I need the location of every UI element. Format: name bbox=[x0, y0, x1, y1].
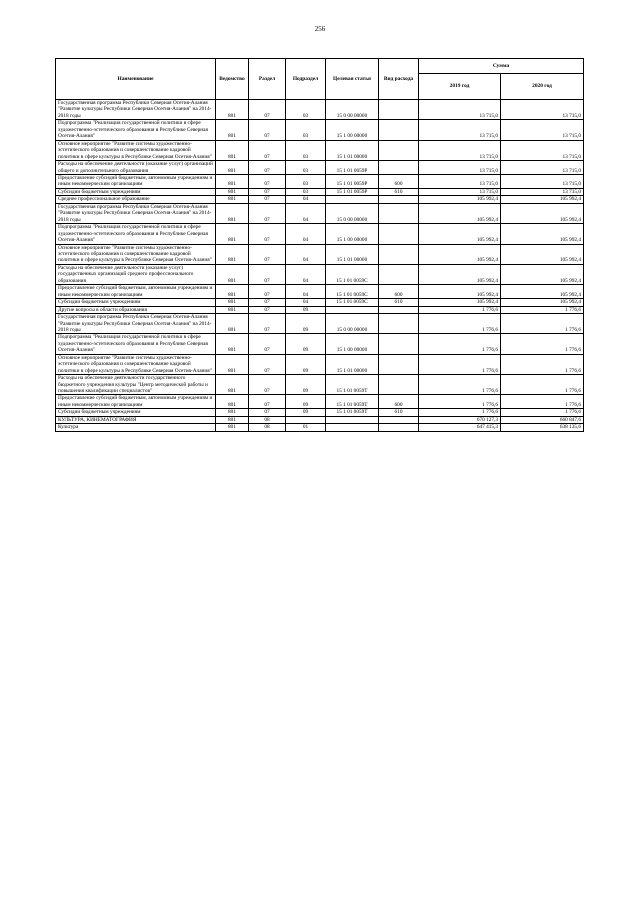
cell-2020: 1 776,6 bbox=[501, 409, 584, 416]
cell-expense bbox=[379, 203, 419, 223]
cell-department: 801 bbox=[216, 424, 249, 431]
cell-section: 07 bbox=[249, 161, 286, 175]
table-row bbox=[56, 409, 584, 416]
cell-subsection: 04 bbox=[286, 285, 326, 299]
cell-department: 801 bbox=[216, 244, 249, 264]
cell-target: 15 0 00 00000 bbox=[326, 100, 379, 120]
cell-department: 801 bbox=[216, 188, 249, 195]
cell-2020: 1 776,6 bbox=[501, 395, 584, 409]
cell-expense bbox=[379, 354, 419, 374]
cell-department: 801 bbox=[216, 100, 249, 120]
cell-name: Предоставление субсидий бюджетным, автономным учреждениям и иным некоммерческим организациям bbox=[56, 395, 216, 409]
cell-expense bbox=[379, 161, 419, 175]
cell-department: 801 bbox=[216, 264, 249, 284]
cell-name: Основное мероприятие "Развитие системы художественно-эстетического образования и совершенствование кадровой политики в сфере культуры в Республике Северная Осетия-Алания" bbox=[56, 354, 216, 374]
cell-2020: 13 715,0 bbox=[501, 100, 584, 120]
cell-2019: 13 715,0 bbox=[419, 161, 501, 175]
cell-subsection: 03 bbox=[286, 100, 326, 120]
cell-expense bbox=[379, 224, 419, 244]
table-row bbox=[56, 244, 584, 264]
cell-2019: 1 776,6 bbox=[419, 334, 501, 354]
cell-target bbox=[326, 306, 379, 313]
cell-2020: 13 715,0 bbox=[501, 188, 584, 195]
cell-target: 15 1 01 0059Т bbox=[326, 395, 379, 409]
cell-subsection: 09 bbox=[286, 395, 326, 409]
table-row bbox=[56, 100, 584, 120]
cell-2019: 13 715,0 bbox=[419, 120, 501, 140]
cell-name: Государственная программа Республики Северная Осетия-Алания "Развитие культуры Республики Северная Осетия-Алания" на 2014-2018 годы bbox=[56, 314, 216, 334]
cell-expense bbox=[379, 244, 419, 264]
cell-department: 801 bbox=[216, 203, 249, 223]
table-header bbox=[56, 59, 584, 100]
cell-2020: 1 776,6 bbox=[501, 354, 584, 374]
cell-section: 07 bbox=[249, 120, 286, 140]
cell-section: 07 bbox=[249, 224, 286, 244]
header-department: Ведомство bbox=[216, 59, 249, 100]
cell-2019: 105 992,4 bbox=[419, 224, 501, 244]
table-row bbox=[56, 120, 584, 140]
cell-target: 15 1 00 00000 bbox=[326, 120, 379, 140]
cell-section: 07 bbox=[249, 196, 286, 203]
cell-target: 15 1 00 00000 bbox=[326, 334, 379, 354]
cell-2019: 105 992,4 bbox=[419, 299, 501, 306]
table-row bbox=[56, 334, 584, 354]
cell-department: 801 bbox=[216, 174, 249, 188]
cell-target: 15 1 01 0059Т bbox=[326, 375, 379, 395]
cell-2019: 105 992,4 bbox=[419, 244, 501, 264]
cell-subsection: 09 bbox=[286, 354, 326, 374]
cell-name: Субсидии бюджетным учреждениям bbox=[56, 409, 216, 416]
cell-2020: 1 776,6 bbox=[501, 314, 584, 334]
cell-name: Культура bbox=[56, 424, 216, 431]
cell-subsection: 09 bbox=[286, 306, 326, 313]
table-row bbox=[56, 285, 584, 299]
cell-target: 15 1 01 00000 bbox=[326, 140, 379, 160]
header-target: Целевая статья bbox=[326, 59, 379, 100]
cell-department: 801 bbox=[216, 334, 249, 354]
cell-target: 15 0 00 00000 bbox=[326, 203, 379, 223]
cell-section: 08 bbox=[249, 424, 286, 431]
cell-expense: 600 bbox=[379, 285, 419, 299]
cell-name: Основное мероприятие "Развитие системы художественно-эстетического образования и совершенствование кадровой политики в сфере культуры в Республике Северная Осетия-Алания" bbox=[56, 244, 216, 264]
cell-name: Среднее профессиональное образование bbox=[56, 196, 216, 203]
cell-2019: 13 715,0 bbox=[419, 140, 501, 160]
cell-target: 15 1 01 0059Р bbox=[326, 188, 379, 195]
cell-section: 07 bbox=[249, 354, 286, 374]
cell-department: 801 bbox=[216, 120, 249, 140]
cell-name: Подпрограмма "Реализация государственной политики в сфере художественно-эстетического образования в Республике Северная Осетия-Алания" bbox=[56, 120, 216, 140]
cell-department: 801 bbox=[216, 306, 249, 313]
cell-department: 801 bbox=[216, 314, 249, 334]
cell-subsection: 03 bbox=[286, 161, 326, 175]
table-row bbox=[56, 174, 584, 188]
cell-2020: 105 992,4 bbox=[501, 299, 584, 306]
cell-name: КУЛЬТУРА, КИНЕМАТОГРАФИЯ bbox=[56, 416, 216, 423]
table-row bbox=[56, 161, 584, 175]
cell-2019: 1 776,6 bbox=[419, 409, 501, 416]
table-row bbox=[56, 375, 584, 395]
cell-section: 07 bbox=[249, 244, 286, 264]
cell-section: 07 bbox=[249, 409, 286, 416]
cell-expense bbox=[379, 120, 419, 140]
cell-expense bbox=[379, 314, 419, 334]
cell-expense bbox=[379, 375, 419, 395]
cell-subsection: 09 bbox=[286, 375, 326, 395]
cell-2020: 105 992,4 bbox=[501, 285, 584, 299]
cell-department: 801 bbox=[216, 354, 249, 374]
cell-subsection: 03 bbox=[286, 140, 326, 160]
cell-section: 07 bbox=[249, 140, 286, 160]
header-sum: Сумма bbox=[419, 59, 584, 74]
cell-name: Расходы на обеспечение деятельности государственного бюджетного учреждения культуры "Центр методической работы и повышения квалификации специалистов" bbox=[56, 375, 216, 395]
cell-2019: 105 992,4 bbox=[419, 285, 501, 299]
table-row bbox=[56, 306, 584, 313]
cell-expense: 600 bbox=[379, 395, 419, 409]
cell-expense bbox=[379, 100, 419, 120]
cell-2019: 1 776,6 bbox=[419, 306, 501, 313]
header-year-2019: 2019 год bbox=[419, 74, 501, 100]
cell-2020: 13 715,0 bbox=[501, 120, 584, 140]
cell-department: 801 bbox=[216, 375, 249, 395]
cell-name: Предоставление субсидий бюджетным, автономным учреждениям и иным некоммерческим организациям bbox=[56, 174, 216, 188]
cell-section: 07 bbox=[249, 174, 286, 188]
cell-name: Государственная программа Республики Северная Осетия-Алания "Развитие культуры Республики Северная Осетия-Алания" на 2014-2018 годы bbox=[56, 203, 216, 223]
cell-section: 07 bbox=[249, 375, 286, 395]
cell-2020: 1 776,6 bbox=[501, 375, 584, 395]
cell-section: 07 bbox=[249, 188, 286, 195]
cell-section: 07 bbox=[249, 299, 286, 306]
cell-department: 801 bbox=[216, 285, 249, 299]
cell-target: 15 1 01 00000 bbox=[326, 244, 379, 264]
cell-subsection: 01 bbox=[286, 424, 326, 431]
cell-subsection: 04 bbox=[286, 224, 326, 244]
cell-2020: 1 776,6 bbox=[501, 334, 584, 354]
table-row bbox=[56, 314, 584, 334]
table-row bbox=[56, 203, 584, 223]
cell-2019: 13 715,0 bbox=[419, 188, 501, 195]
cell-expense: 600 bbox=[379, 174, 419, 188]
cell-target: 15 1 01 0059С bbox=[326, 299, 379, 306]
cell-name: Государственная программа Республики Северная Осетия-Алания "Развитие культуры Республики Северная Осетия-Алания" на 2014-2018 годы bbox=[56, 100, 216, 120]
table-row bbox=[56, 264, 584, 284]
cell-section: 07 bbox=[249, 314, 286, 334]
table-row bbox=[56, 395, 584, 409]
cell-section: 07 bbox=[249, 334, 286, 354]
cell-department: 801 bbox=[216, 224, 249, 244]
cell-target: 15 1 01 00000 bbox=[326, 354, 379, 374]
cell-target: 15 1 01 0059Р bbox=[326, 174, 379, 188]
table-row bbox=[56, 299, 584, 306]
cell-2019: 13 715,0 bbox=[419, 100, 501, 120]
cell-target: 15 1 01 0059Р bbox=[326, 161, 379, 175]
cell-2020: 13 715,0 bbox=[501, 174, 584, 188]
cell-2020: 638 135,6 bbox=[501, 424, 584, 431]
cell-2019: 647 415,3 bbox=[419, 424, 501, 431]
table-row bbox=[56, 140, 584, 160]
cell-expense bbox=[379, 424, 419, 431]
cell-2019: 1 776,6 bbox=[419, 395, 501, 409]
cell-target: 15 1 01 0059Т bbox=[326, 409, 379, 416]
cell-subsection: 03 bbox=[286, 174, 326, 188]
cell-expense bbox=[379, 416, 419, 423]
cell-name: Субсидии бюджетным учреждениям bbox=[56, 299, 216, 306]
cell-target: 15 1 01 0059С bbox=[326, 285, 379, 299]
cell-target: 15 1 00 00000 bbox=[326, 224, 379, 244]
cell-name: Расходы на обеспечение деятельности (оказание услуг) государственных организаций среднего профессионального образования bbox=[56, 264, 216, 284]
cell-section: 07 bbox=[249, 203, 286, 223]
cell-2019: 1 776,6 bbox=[419, 375, 501, 395]
cell-subsection: 09 bbox=[286, 314, 326, 334]
table-row bbox=[56, 354, 584, 374]
table-row bbox=[56, 424, 584, 431]
cell-2019: 1 776,6 bbox=[419, 314, 501, 334]
cell-target: 15 0 00 00000 bbox=[326, 314, 379, 334]
cell-2020: 13 715,0 bbox=[501, 140, 584, 160]
cell-2019: 105 992,4 bbox=[419, 196, 501, 203]
cell-subsection: 04 bbox=[286, 264, 326, 284]
cell-expense: 610 bbox=[379, 299, 419, 306]
cell-name: Подпрограмма "Реализация государственной политики в сфере художественно-эстетического образования в Республике Северная Осетия-Алания" bbox=[56, 334, 216, 354]
cell-2020: 105 992,4 bbox=[501, 264, 584, 284]
cell-2020: 105 992,4 bbox=[501, 196, 584, 203]
cell-department: 801 bbox=[216, 395, 249, 409]
cell-expense bbox=[379, 196, 419, 203]
cell-expense: 610 bbox=[379, 409, 419, 416]
cell-expense bbox=[379, 140, 419, 160]
table-body bbox=[56, 100, 584, 432]
cell-subsection: 03 bbox=[286, 188, 326, 195]
cell-expense: 610 bbox=[379, 188, 419, 195]
cell-section: 08 bbox=[249, 416, 286, 423]
cell-2020: 660 847,6 bbox=[501, 416, 584, 423]
cell-department: 801 bbox=[216, 140, 249, 160]
cell-target bbox=[326, 416, 379, 423]
cell-subsection: 03 bbox=[286, 120, 326, 140]
cell-expense bbox=[379, 306, 419, 313]
header-section: Раздел bbox=[249, 59, 286, 100]
cell-2019: 13 715,0 bbox=[419, 174, 501, 188]
cell-department: 801 bbox=[216, 299, 249, 306]
cell-name: Другие вопросы в области образования bbox=[56, 306, 216, 313]
table-row bbox=[56, 188, 584, 195]
cell-subsection: 04 bbox=[286, 196, 326, 203]
cell-2020: 1 776,6 bbox=[501, 306, 584, 313]
cell-department: 801 bbox=[216, 409, 249, 416]
cell-2019: 105 992,4 bbox=[419, 203, 501, 223]
cell-subsection: 09 bbox=[286, 409, 326, 416]
header-name: Наименование bbox=[56, 59, 216, 100]
cell-name: Расходы на обеспечение деятельности (оказание услуг) организаций общего и дополнительного образования bbox=[56, 161, 216, 175]
cell-2020: 105 992,4 bbox=[501, 203, 584, 223]
cell-subsection: 04 bbox=[286, 203, 326, 223]
cell-section: 07 bbox=[249, 285, 286, 299]
cell-2019: 670 127,3 bbox=[419, 416, 501, 423]
cell-department: 801 bbox=[216, 196, 249, 203]
cell-section: 07 bbox=[249, 306, 286, 313]
table-row bbox=[56, 224, 584, 244]
cell-2020: 13 715,0 bbox=[501, 161, 584, 175]
table-row bbox=[56, 416, 584, 423]
cell-target: 15 1 01 0059С bbox=[326, 264, 379, 284]
cell-2019: 105 992,4 bbox=[419, 264, 501, 284]
cell-expense bbox=[379, 334, 419, 354]
header-year-2020: 2020 год bbox=[501, 74, 584, 100]
cell-2020: 105 992,4 bbox=[501, 244, 584, 264]
cell-section: 07 bbox=[249, 264, 286, 284]
cell-name: Подпрограмма "Реализация государственной политики в сфере художественно-эстетического образования в Республике Северная Осетия-Алания" bbox=[56, 224, 216, 244]
cell-2020: 105 992,4 bbox=[501, 224, 584, 244]
cell-2019: 1 776,6 bbox=[419, 354, 501, 374]
cell-target bbox=[326, 424, 379, 431]
cell-section: 07 bbox=[249, 395, 286, 409]
cell-department: 801 bbox=[216, 416, 249, 423]
cell-name: Субсидии бюджетным учреждениям bbox=[56, 188, 216, 195]
cell-name: Основное мероприятие "Развитие системы художественно-эстетического образования и совершенствование кадровой политики в сфере культуры в Республике Северная Осетия-Алания" bbox=[56, 140, 216, 160]
budget-table bbox=[55, 58, 584, 432]
cell-subsection: 09 bbox=[286, 334, 326, 354]
cell-subsection: 04 bbox=[286, 244, 326, 264]
cell-subsection bbox=[286, 416, 326, 423]
cell-section: 07 bbox=[249, 100, 286, 120]
header-subsection: Подраздел bbox=[286, 59, 326, 100]
table-row bbox=[56, 196, 584, 203]
cell-subsection: 04 bbox=[286, 299, 326, 306]
page-number: 256 bbox=[314, 25, 326, 33]
cell-expense bbox=[379, 264, 419, 284]
cell-name: Предоставление субсидий бюджетным, автономным учреждениям и иным некоммерческим организациям bbox=[56, 285, 216, 299]
cell-target bbox=[326, 196, 379, 203]
cell-department: 801 bbox=[216, 161, 249, 175]
header-expense: Вид расхода bbox=[379, 59, 419, 100]
